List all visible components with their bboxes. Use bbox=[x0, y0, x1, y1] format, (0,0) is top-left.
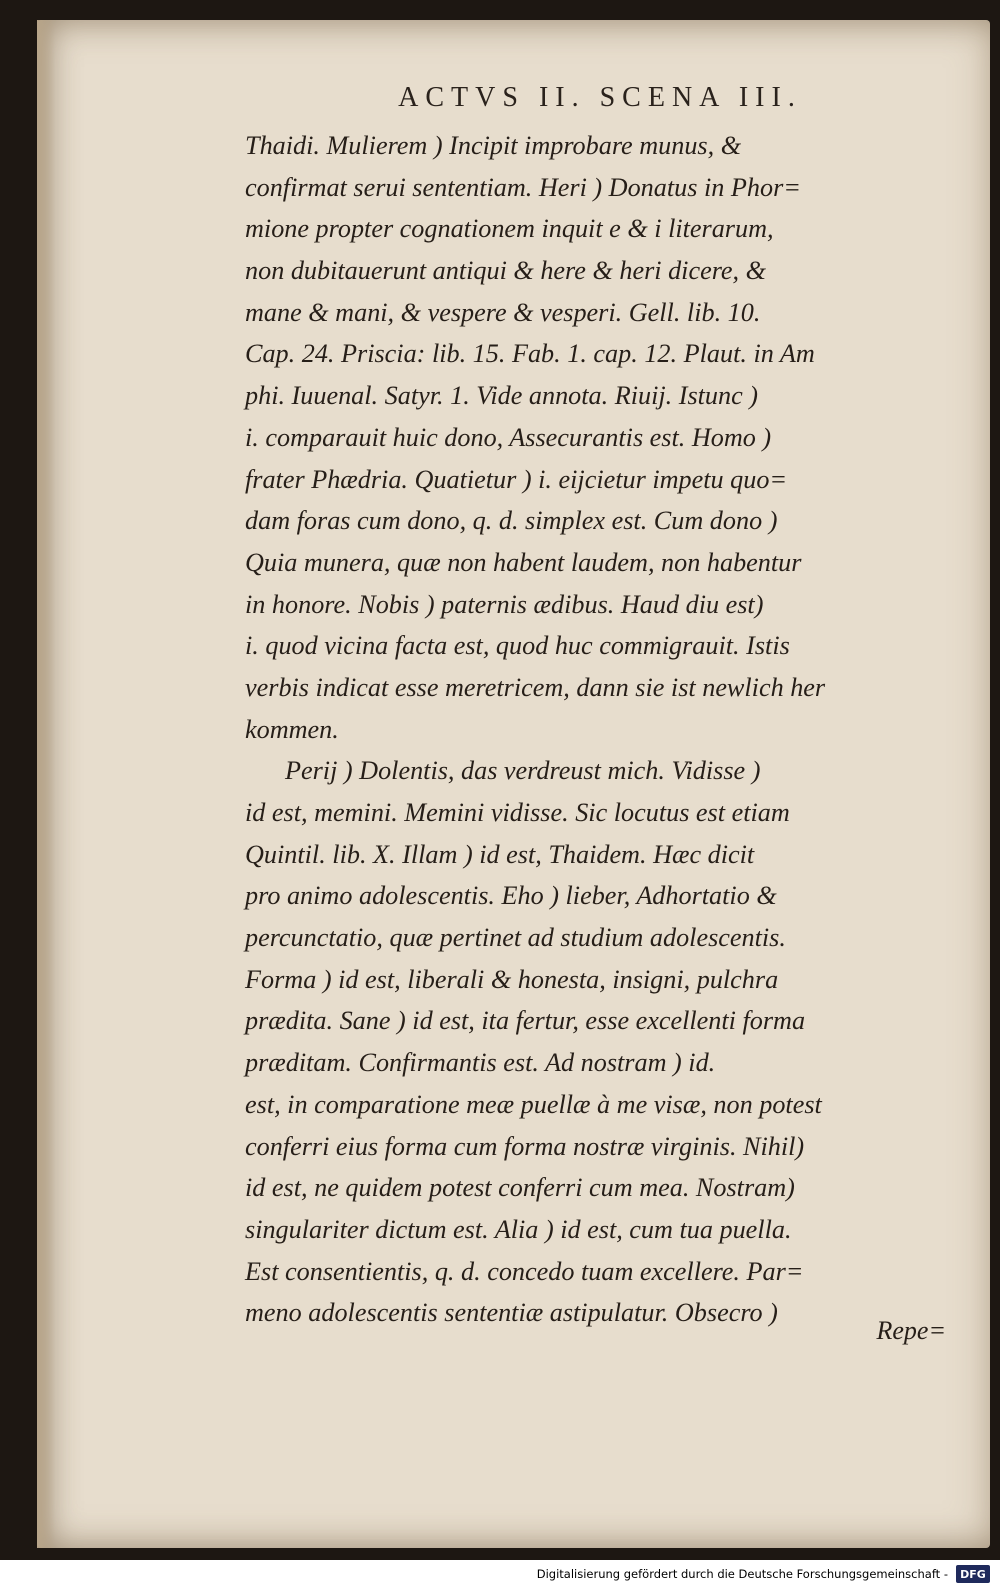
text-line: phi. Iuuenal. Satyr. 1. Vide annota. Riuij. Istunc ) bbox=[245, 381, 759, 411]
text-line: Thaidi. Mulierem ) Incipit improbare munus, & bbox=[245, 131, 742, 160]
funding-credit: Digitalisierung gefördert durch die Deutsche Forschungsgemeinschaft - bbox=[536, 1567, 948, 1581]
text-line: præditam. Confirmantis est. Ad nostram ) id. bbox=[245, 1048, 716, 1078]
text-line: Quia munera, quæ non habent laudem, non habentur bbox=[245, 547, 802, 577]
footer-bar bbox=[0, 1560, 1000, 1589]
text-line: Perij ) Dolentis, das verdreust mich. Vidisse ) bbox=[285, 756, 761, 786]
dfg-logo: DFG bbox=[956, 1565, 990, 1583]
running-head: ACTVS II. SCENA III. bbox=[398, 82, 802, 113]
text-line: id est, ne quidem potest conferri cum mea. Nostram) bbox=[245, 1173, 795, 1203]
text-line: prædita. Sane ) id est, ita fertur, esse excellenti forma bbox=[245, 1006, 806, 1036]
text-line: i. quod vicina facta est, quod huc commigrauit. Istis bbox=[245, 631, 790, 661]
text-line: frater Phædria. Quatietur ) i. eijcietur impetu quo= bbox=[245, 464, 788, 494]
text-line: percunctatio, quæ pertinet ad studium adolescentis. bbox=[245, 923, 786, 953]
text-line: singulariter dictum est. Alia ) id est, cum tua puella. bbox=[245, 1214, 792, 1244]
text-line: verbis indicat esse meretricem, dann sie ist newlich her bbox=[245, 672, 826, 702]
text-line: in honore. Nobis ) paternis ædibus. Haud diu est) bbox=[245, 589, 764, 619]
text-line: Cap. 24. Priscia: lib. 15. Fab. 1. cap. 12. Plaut. in Am bbox=[245, 339, 815, 369]
text-line: est, in comparatione meæ puellæ à me visæ, non potest bbox=[245, 1089, 822, 1119]
page-gutter-shadow bbox=[37, 20, 55, 1548]
text-line: mione propter cognationem inquit e & i literarum, bbox=[245, 214, 774, 244]
text-line: pro animo adolescentis. Eho ) lieber, Adhortatio & bbox=[245, 881, 777, 911]
text-line: kommen. bbox=[245, 714, 339, 744]
text-line: confirmat serui sententiam. Heri ) Donatus in Phor= bbox=[245, 172, 801, 202]
text-line: meno adolescentis sententiæ astipulatur. Obsecro ) bbox=[245, 1298, 778, 1328]
text-line: i. comparauit huic dono, Assecurantis est. Homo ) bbox=[245, 422, 772, 452]
text-line: conferri eius forma cum forma nostræ virginis. Nihil) bbox=[245, 1131, 805, 1161]
text-line: Est consentientis, q. d. concedo tuam excellere. Par= bbox=[245, 1256, 804, 1286]
text-line: non dubitauerunt antiqui & here & heri dicere, & bbox=[245, 256, 767, 286]
commentary-text bbox=[245, 125, 945, 1334]
text-line: Forma ) id est, liberali & honesta, insigni, pulchra bbox=[245, 964, 779, 994]
text-line: dam foras cum dono, q. d. simplex est. Cum dono ) bbox=[245, 506, 778, 536]
text-line: Quintil. lib. X. Illam ) id est, Thaidem. Hæc dicit bbox=[245, 839, 755, 869]
text-line: id est, memini. Memini vidisse. Sic locutus est etiam bbox=[245, 798, 790, 827]
catchword: Repe= bbox=[876, 1316, 946, 1345]
text-line: mane & mani, & vespere & vesperi. Gell. lib. 10. bbox=[245, 297, 761, 327]
